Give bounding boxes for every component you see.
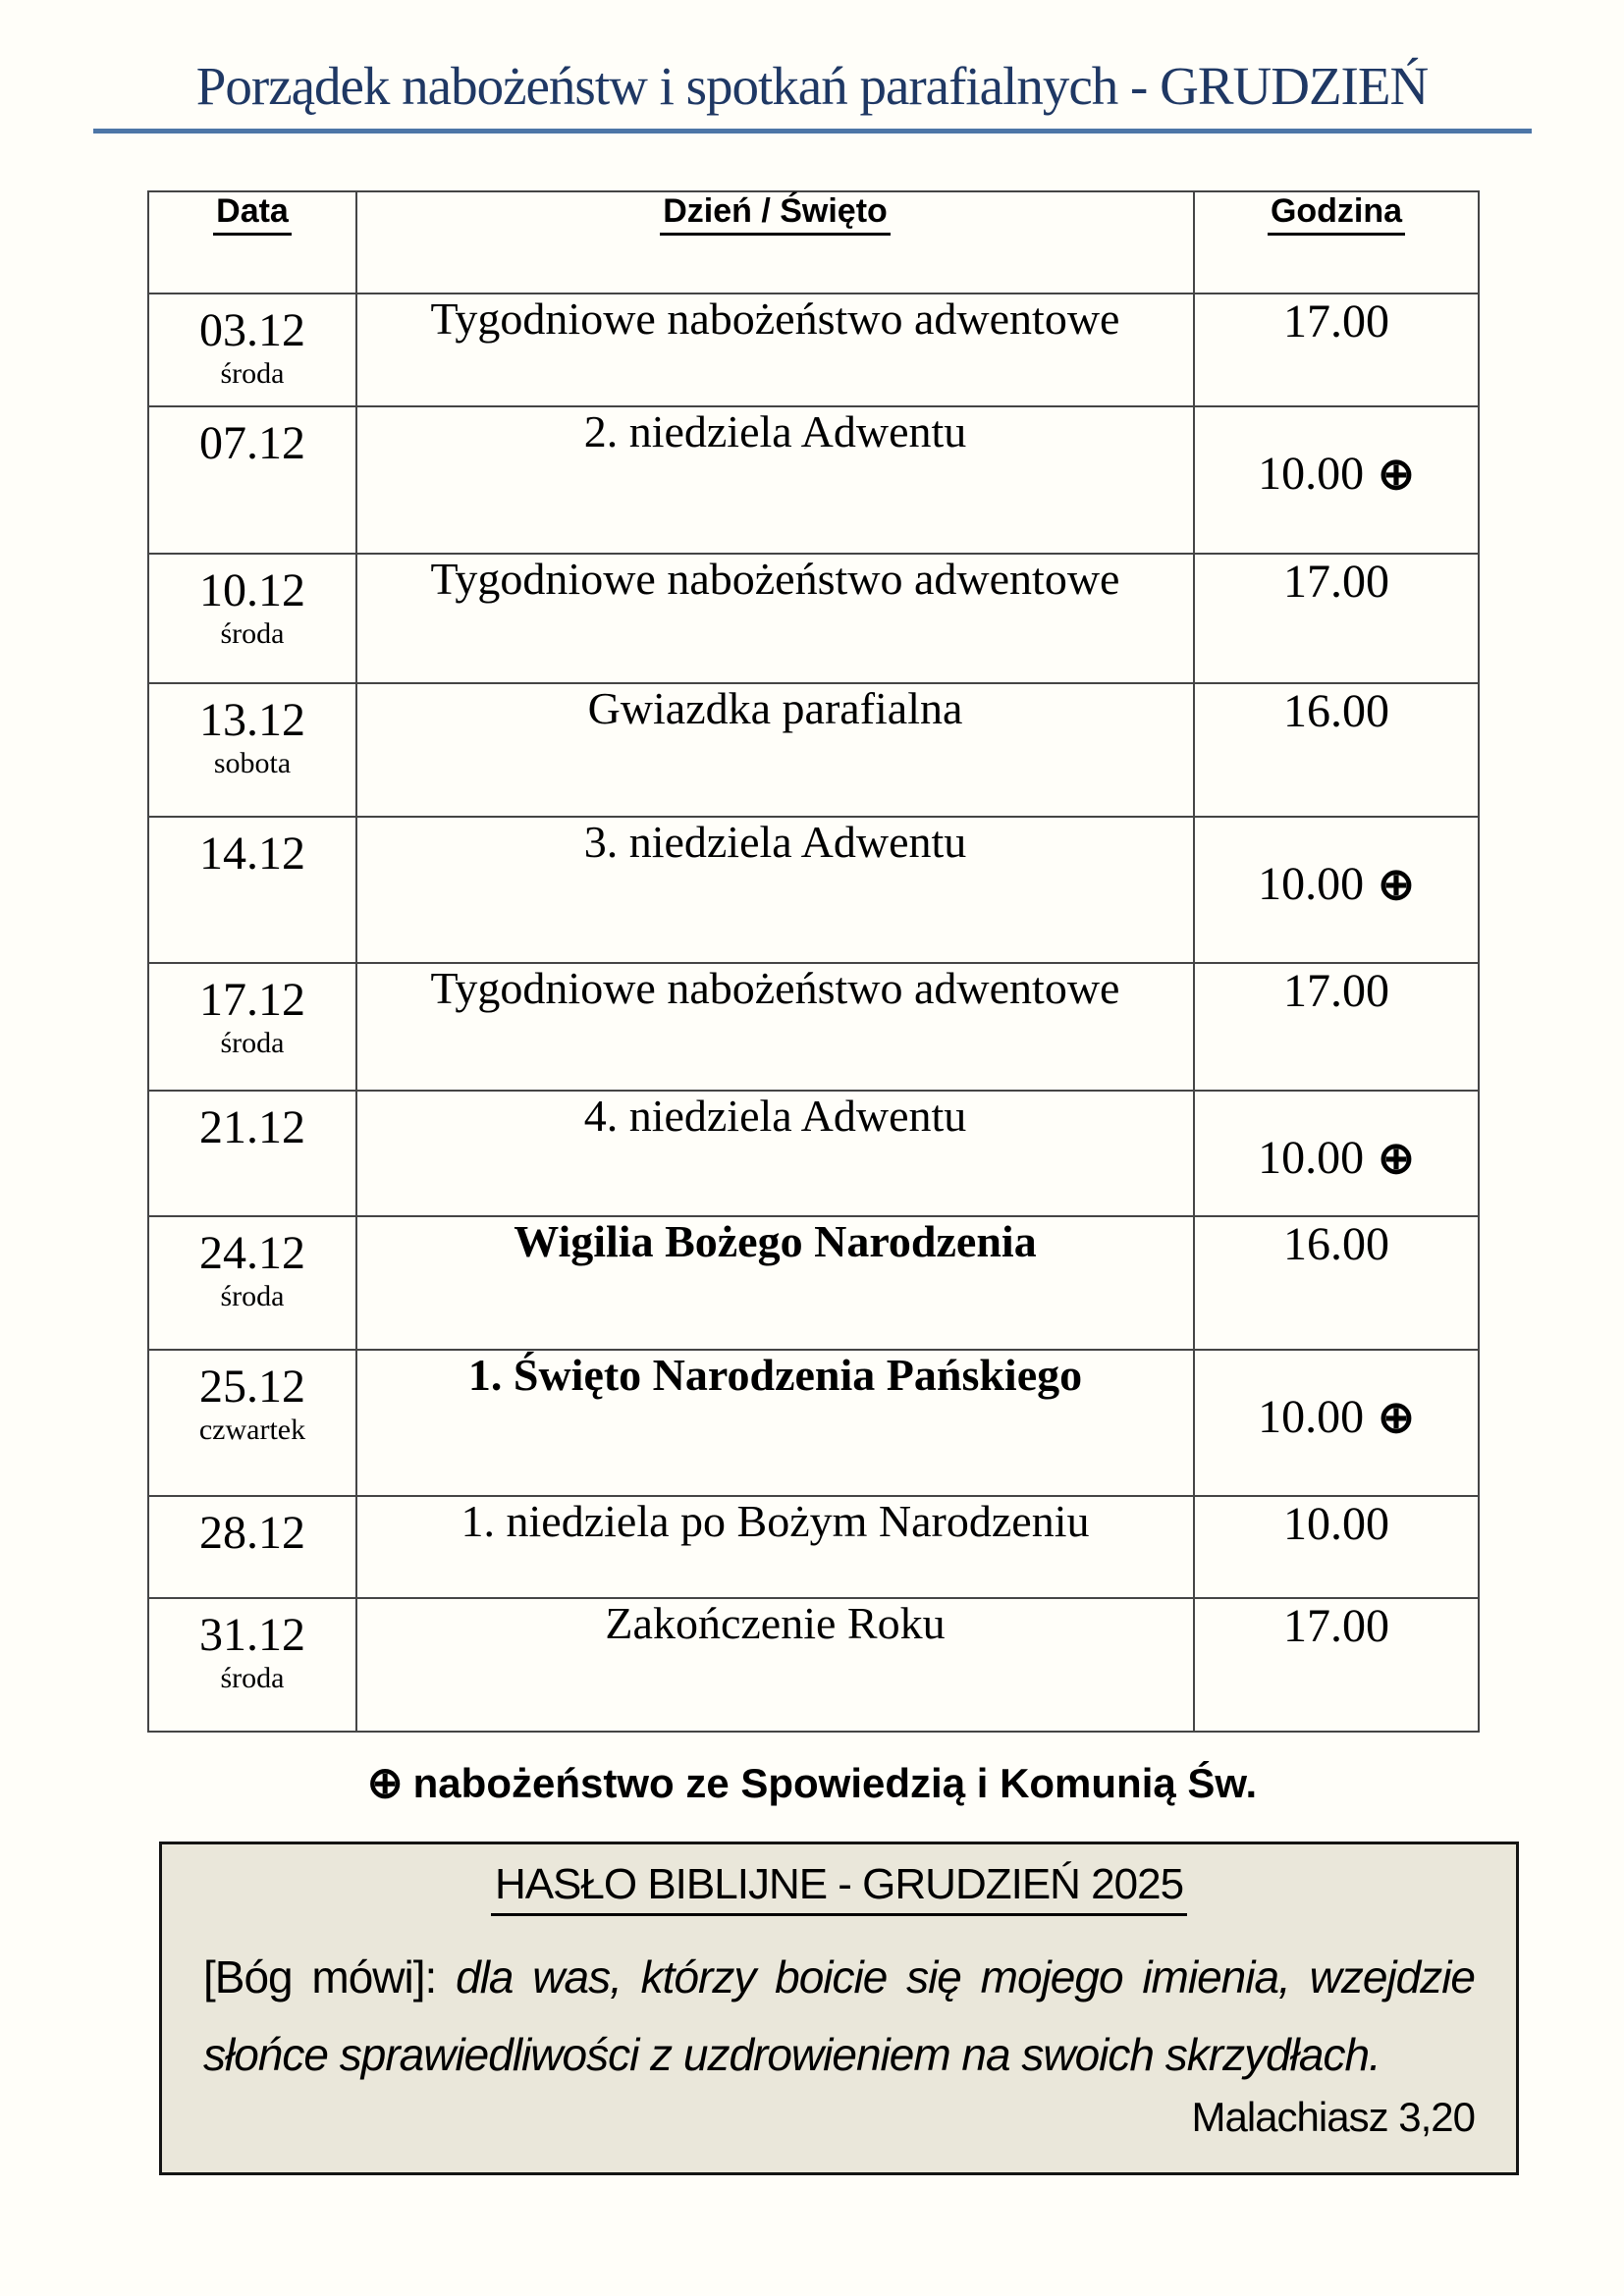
time-value: 16.00 <box>1283 685 1389 737</box>
title-underline-rule <box>93 129 1532 133</box>
date-value: 21.12 <box>199 1101 305 1153</box>
time-value: 16.00 <box>1283 1218 1389 1270</box>
table-row <box>148 1216 1479 1350</box>
day-name: środa <box>220 1280 285 1313</box>
time-cell <box>1194 1350 1479 1496</box>
legend-line <box>0 1758 1624 1808</box>
day-name: środa <box>220 357 285 391</box>
verse-box-title: HASŁO BIBLIJNE - GRUDZIEŃ 2025 <box>203 1860 1475 1909</box>
time-cell <box>1194 1216 1479 1350</box>
date-cell <box>148 406 356 554</box>
time-cell <box>1194 817 1479 963</box>
time-value: 10.00 <box>1258 1391 1365 1443</box>
time-value: 10.00 <box>1258 448 1365 500</box>
time-cell <box>1194 294 1479 406</box>
day-name: środa <box>220 617 285 651</box>
time-cell <box>1194 1496 1479 1598</box>
verse-reference: Malachiasz 3,20 <box>1191 2094 1475 2141</box>
time-value: 10.00 <box>1258 858 1365 910</box>
event-cell: Gwiazdka parafialna <box>356 683 1194 817</box>
circled-plus-icon: ⊕ <box>1378 1393 1415 1442</box>
event-cell: Zakończenie Roku <box>356 1598 1194 1732</box>
event-cell: 4. niedziela Adwentu <box>356 1091 1194 1216</box>
event-cell: 2. niedziela Adwentu <box>356 406 1194 554</box>
schedule-table <box>147 190 1480 1733</box>
date-value: 03.12 <box>199 304 305 356</box>
legend-text: nabożeństwo ze Spowiedzią i Komunią Św. <box>412 1760 1258 1806</box>
date-value: 25.12 <box>199 1361 305 1413</box>
table-row <box>148 1496 1479 1598</box>
circled-plus-icon: ⊕ <box>1378 860 1415 909</box>
date-value: 14.12 <box>199 828 305 880</box>
column-header-data: Data <box>148 191 356 294</box>
date-value: 31.12 <box>199 1609 305 1661</box>
time-cell <box>1194 406 1479 554</box>
page-title: Porządek nabożeństw i spotkań parafialnych - GRUDZIEŃ <box>195 56 1429 116</box>
table-row <box>148 963 1479 1091</box>
table-row <box>148 406 1479 554</box>
date-value: 17.12 <box>199 974 305 1026</box>
column-header-day-holiday: Dzień / Święto <box>356 191 1194 294</box>
day-name: środa <box>220 1027 285 1060</box>
table-row <box>148 1091 1479 1216</box>
table-row <box>148 554 1479 683</box>
table-header-row <box>148 191 1479 294</box>
day-name: środa <box>220 1662 285 1695</box>
date-cell <box>148 683 356 817</box>
date-cell <box>148 294 356 406</box>
date-value: 10.12 <box>199 564 305 616</box>
date-value: 28.12 <box>199 1507 305 1559</box>
time-value: 17.00 <box>1283 1600 1389 1652</box>
column-header-time: Godzina <box>1194 191 1479 294</box>
time-cell <box>1194 554 1479 683</box>
event-cell: 1. Święto Narodzenia Pańskiego <box>356 1350 1194 1496</box>
event-cell: Tygodniowe nabożeństwo adwentowe <box>356 294 1194 406</box>
date-cell <box>148 963 356 1091</box>
circled-plus-icon: ⊕ <box>1378 1134 1415 1183</box>
event-cell: Tygodniowe nabożeństwo adwentowe <box>356 963 1194 1091</box>
time-cell <box>1194 1598 1479 1732</box>
event-cell: 3. niedziela Adwentu <box>356 817 1194 963</box>
date-value: 24.12 <box>199 1227 305 1279</box>
table-row <box>148 683 1479 817</box>
event-cell: Tygodniowe nabożeństwo adwentowe <box>356 554 1194 683</box>
time-value: 17.00 <box>1283 965 1389 1017</box>
verse-text <box>203 1939 1475 2094</box>
event-cell: 1. niedziela po Bożym Narodzeniu <box>356 1496 1194 1598</box>
date-value: 07.12 <box>199 417 305 469</box>
event-cell: Wigilia Bożego Narodzenia <box>356 1216 1194 1350</box>
time-cell <box>1194 963 1479 1091</box>
time-cell <box>1194 1091 1479 1216</box>
date-cell <box>148 1091 356 1216</box>
circled-plus-icon: ⊕ <box>366 1759 404 1807</box>
date-value: 13.12 <box>199 694 305 746</box>
table-row <box>148 1350 1479 1496</box>
time-value: 17.00 <box>1283 295 1389 347</box>
table-row <box>148 817 1479 963</box>
date-cell <box>148 817 356 963</box>
day-name: czwartek <box>198 1414 306 1447</box>
time-cell <box>1194 683 1479 817</box>
time-value: 10.00 <box>1258 1132 1365 1184</box>
date-cell <box>148 1496 356 1598</box>
date-cell <box>148 1216 356 1350</box>
date-cell <box>148 1598 356 1732</box>
table-row <box>148 294 1479 406</box>
verse-intro: [Bóg mówi]: <box>203 1951 437 2002</box>
verse-quote: dla was, którzy boicie się mojego imienia, wzejdzie słońce sprawiedliwości z uzdrowieniem na swoich skrzydłach. <box>203 1951 1476 2081</box>
time-value: 10.00 <box>1283 1498 1389 1550</box>
date-cell <box>148 554 356 683</box>
circled-plus-icon: ⊕ <box>1378 450 1415 499</box>
date-cell <box>148 1350 356 1496</box>
bible-verse-box <box>159 1842 1519 2175</box>
day-name: sobota <box>213 747 292 780</box>
table-row <box>148 1598 1479 1732</box>
time-value: 17.00 <box>1283 556 1389 608</box>
